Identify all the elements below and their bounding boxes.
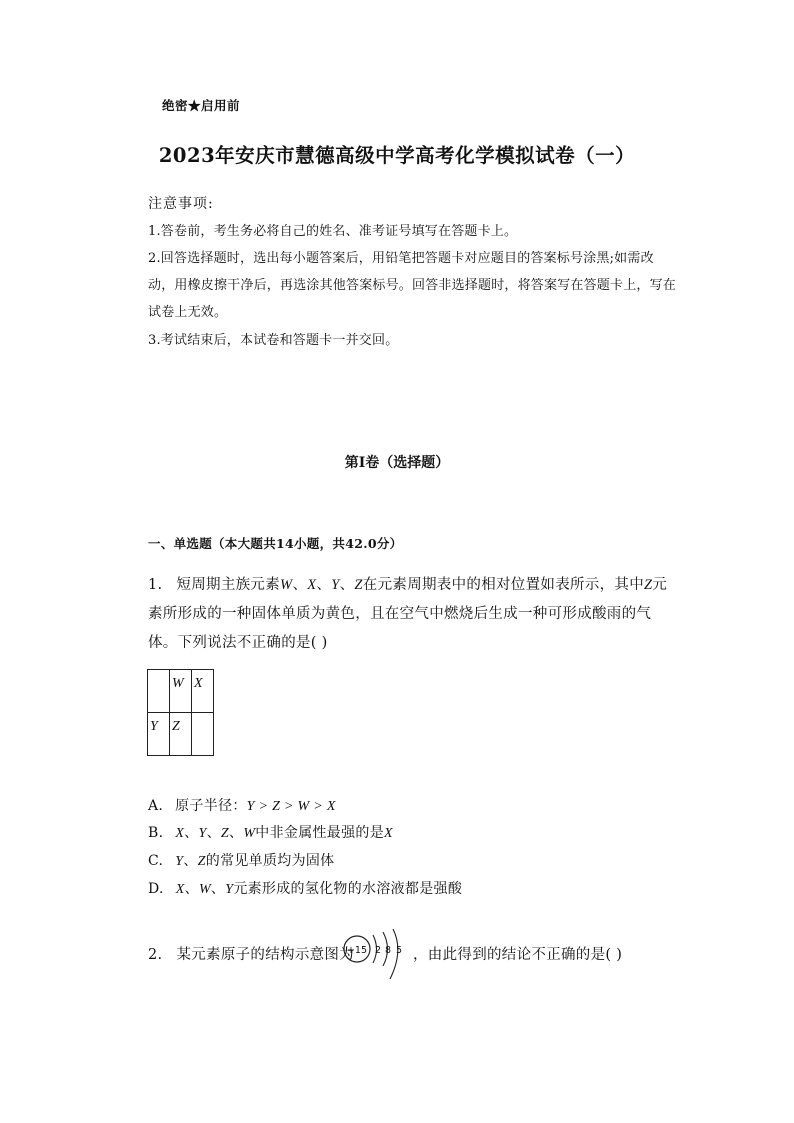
option-d[interactable] xyxy=(148,878,462,898)
element-symbol: X xyxy=(175,882,185,897)
question-2-continuation xyxy=(413,943,622,964)
note-item-1: 1.答卷前，考生务必将自己的姓名、准考证号填写在答题卡上。 xyxy=(148,224,518,239)
table-cell: X xyxy=(192,670,214,713)
shell-electron-count: 8 xyxy=(384,945,392,956)
element-symbol: W xyxy=(243,826,256,841)
question-text: 、 xyxy=(339,577,355,593)
table-cell: Y xyxy=(148,713,170,756)
element-symbol: W xyxy=(198,882,211,897)
option-text: 、 xyxy=(183,853,198,869)
question-text: 、 xyxy=(316,577,332,593)
note-item-2: 2.回答选择题时，选出每小题答案后，用铅笔把答题卡对应题目的答案标号涂黑;如需改动，用橡皮擦干净后，再选涂其他答案标号。回答非选择题时，将答案写在答题卡上，写在试卷上无效。 xyxy=(148,251,677,320)
notes-heading: 注意事项: xyxy=(148,196,214,212)
option-a[interactable] xyxy=(148,795,336,815)
question-text: 短周期主族元素 xyxy=(176,577,281,593)
element-symbol: W xyxy=(280,577,293,593)
element-symbol: Z xyxy=(644,577,653,593)
part-title: 第I卷（选择题） xyxy=(344,455,450,471)
table-cell: W xyxy=(170,670,192,713)
question-text: 元素所形成的一种固体单质为黄色，且在空气中燃烧后生成一种可形成酸雨的气体。下列说法不正确的是( ) xyxy=(148,577,668,651)
element-symbol: Y xyxy=(198,826,207,841)
question-1 xyxy=(148,571,678,658)
confidential-label: 绝密★启用前 xyxy=(162,98,241,113)
nucleus-charge: +15 xyxy=(346,945,368,956)
shell-electron-count: 2 xyxy=(374,945,382,956)
question-2 xyxy=(148,943,354,964)
question-number: 2. xyxy=(148,947,163,963)
table-cell xyxy=(192,713,214,756)
question-text: ，由此得到的结论不正确的是( ) xyxy=(413,947,623,963)
section-title: 一、单选题（本大题共14小题，共42.0分） xyxy=(148,536,403,551)
element-symbol: Z xyxy=(354,577,363,593)
option-label: B. xyxy=(148,825,164,841)
element-symbol: Y xyxy=(175,854,184,869)
option-text: 、 xyxy=(229,825,244,841)
option-text: 、 xyxy=(184,825,199,841)
note-item-3: 3.考试结束后，本试卷和答题卡一并交回。 xyxy=(148,333,399,348)
option-text: 、 xyxy=(206,825,221,841)
question-number: 1. xyxy=(148,577,163,593)
option-label: D. xyxy=(148,881,164,897)
table-row xyxy=(148,713,214,756)
shell-electron-count: 5 xyxy=(395,945,403,956)
option-text: 中非金属性最强的是 xyxy=(255,825,384,841)
option-formula: Y > Z > W > X xyxy=(246,799,336,814)
element-symbol: X xyxy=(384,826,393,841)
table-cell: Z xyxy=(170,713,192,756)
atom-structure-diagram xyxy=(340,929,412,981)
option-label: C. xyxy=(148,853,164,869)
option-c[interactable] xyxy=(148,850,334,870)
option-label: A. xyxy=(148,798,164,814)
option-text: 原子半径： xyxy=(175,798,247,814)
table-row xyxy=(148,670,214,713)
option-b[interactable] xyxy=(148,822,393,842)
option-text: 、 xyxy=(210,881,226,897)
option-text: 、 xyxy=(184,881,199,897)
element-symbol: Y xyxy=(225,882,234,897)
element-symbol: Z xyxy=(220,826,230,841)
question-text: 、 xyxy=(292,577,308,593)
option-text: 的常见单质均为固体 xyxy=(205,853,335,869)
periodic-table-fragment xyxy=(147,669,214,756)
exam-title: 2023年安庆市慧德高级中学高考化学模拟试卷（一） xyxy=(158,144,636,167)
element-symbol: Y xyxy=(331,577,340,593)
question-text: 某元素原子的结构示意图为 xyxy=(176,947,355,963)
element-symbol: Z xyxy=(197,854,206,869)
element-symbol: X xyxy=(175,826,185,841)
element-symbol: X xyxy=(307,577,317,593)
table-cell xyxy=(148,670,170,713)
option-text: 元素形成的氢化物的水溶液都是强酸 xyxy=(233,881,463,897)
question-text: 在元素周期表中的相对位置如表所示，其中 xyxy=(362,577,644,593)
